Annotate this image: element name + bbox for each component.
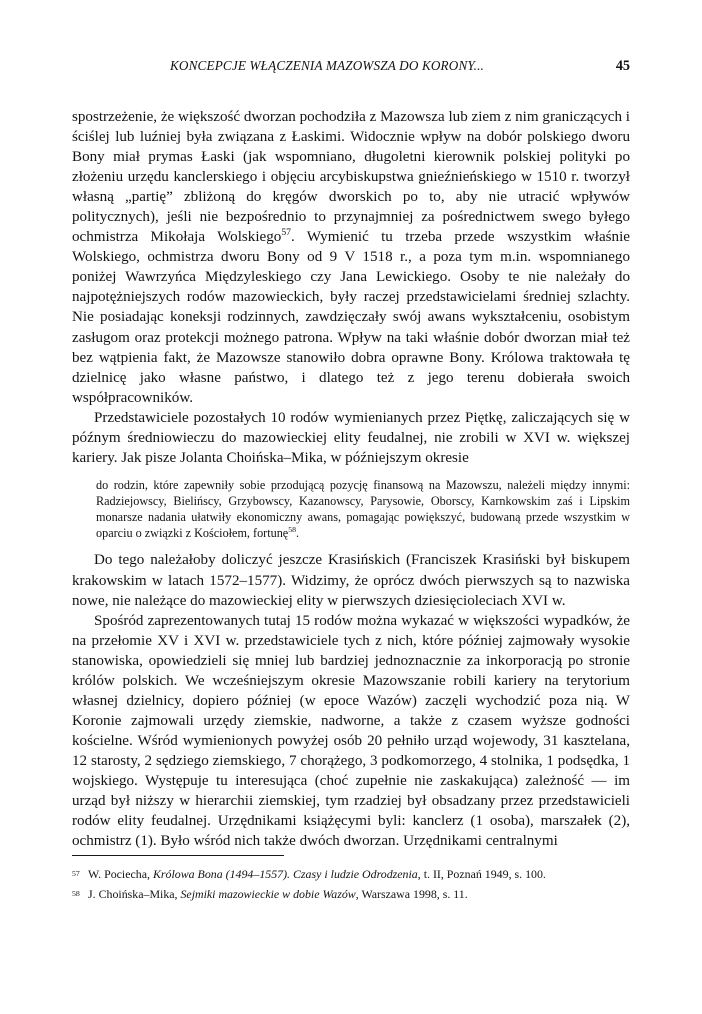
running-header bbox=[72, 58, 630, 78]
text-column bbox=[72, 107, 630, 851]
paragraph-continued bbox=[72, 107, 630, 408]
footnote-author: J. Choińska–Mika, bbox=[88, 887, 181, 902]
footnote-ref-57[interactable]: 57 bbox=[281, 227, 291, 239]
footnote-imprint: , Warszawa 1998, s. 11. bbox=[355, 887, 468, 902]
footnote-ref-58[interactable]: 58 bbox=[288, 525, 297, 535]
footnote-marker: 57 bbox=[72, 868, 80, 878]
paragraph-2: Przedstawiciele pozostałych 10 rodów wymienianych przez Piętkę, zaliczających się w późnym średniowieczu do mazowieckiej elity feudalnej, nie zrobili w XVI w. większej kariery. Jak pisze Jolanta Choińska–Mika, w późniejszym okresie bbox=[72, 409, 630, 466]
paragraph-4: Spośród zaprezentowanych tutaj 15 rodów można wykazać w większości wypadków, że na przełomie XV i XVI w. przedstawiciele tych z nich, które później zajmowały wysokie stanowiska, opowiedzieli się mniej lub bardziej jednoznacznie za inkorporacją po stronie królów polskich. We wcześniejszym okresie Mazowszanie robili kariery na terytorium własnej dzielnicy, dopiero później (w epoce Wazów) zaczęli wychodzić poza nią. W Koronie zajmowali urzędy ziemskie, nadworne, a także z czasem wyższe godności kościelne. Wśród wymienionych powyżej osób 20 pełniło urząd wojewody, 31 kasztelana, 12 starosty, 2 sędziego ziemskiego, 7 chorążego, 3 podkomorzego, 4 stolnika, 1 podsędka, 1 wojskiego. Występuje tu interesująca (choć zupełnie nie zaskakująca) zależność — im urząd był niższy w hierarchii ziemskiej, tym rzadziej był obsadzany przez przedstawicieli rodów elity feudalnej. Urzędnikami książęcymi byli: kanclerz (1 osoba), marszałek (2), ochmistrz (1). Było wśród nich także dwóch dworzan. Urzędnikami centralnymi bbox=[72, 612, 630, 850]
footnote-author: W. Pociecha, bbox=[88, 867, 153, 881]
footnote-title: Królowa Bona (1494–1557). Czasy i ludzie Odrodzenia bbox=[152, 867, 418, 881]
footnote-marker: 58 bbox=[72, 888, 80, 898]
quotation-period: . bbox=[296, 526, 300, 541]
footnote-item bbox=[72, 866, 630, 882]
footnote-imprint: , t. II, Poznań 1949, s. 100. bbox=[417, 867, 546, 881]
page-number: 45 bbox=[615, 58, 630, 74]
footnote-item bbox=[72, 886, 630, 902]
block-quotation bbox=[96, 477, 630, 542]
footnote-block bbox=[72, 866, 630, 907]
paragraph-text-cont: . Wymienić tu trzeba przede wszystkim właśnie Wolskiego, ochmistrza dworu Bony od 9 V 1518 r., a poza tym m.in. wspomnianego poniżej Wawrzyńca Międzyleskiego czy Jana Lewickiego. Osoby te nie należały do najpotężniejszych rodów mazowieckich, były raczej przedstawicielami średniej szlachty. Nie posiadając koneksji rodzinnych, zawdzięczały swój awans wykształceniu, osobistym zasługom oraz protekcji możnego patrona. Wpływ na taki właśnie dobór dworzan miał też bez wątpienia fakt, że Mazowsze stanowiło dobra oprawne Bony. Królowa traktowała tę dzielnicę jako własne państwo, i dlatego też z jego terenu dobierała swoich współpracowników. bbox=[72, 229, 630, 406]
running-header-title: KONCEPCJE WŁĄCZENIA MAZOWSZA DO KORONY... bbox=[169, 58, 484, 73]
paragraph-text: spostrzeżenie, że większość dworzan pochodziła z Mazowsza lub ziem z nim graniczących i ściślej lub luźniej była związana z Łaskimi. Widocznie wpływ na dobór polskiego dworu Bony miał prymas Łaski (jak wspomniano, długoletni kierownik polskiej polityki po złożeniu urzędu kanclerskiego i objęciu arcybiskupstwa gnieźnieńskiego w 1510 r. tworzył własną „partię” zbliżoną do kręgów dworskich po to, aby nie utracić wpływów politycznych), jeśli nie bezpośrednio to przynajmniej za pośrednictwem swego byłego ochmistrza Mikołaja Wolskiego bbox=[72, 109, 630, 246]
footnote-separator-rule bbox=[72, 855, 284, 856]
quotation-text: do rodzin, które zapewniły sobie przodującą pozycję finansową na Mazowszu, należeli między innymi: Radziejowscy, Bielińscy, Grzybowscy, Kazanowscy, Parysowie, Oborscy, Karnkowskim zaś i Lipskim monarsze nadania ułatwiły ekonomiczny awans, pomagając powiększyć, budowaną przede wszystkim w oparciu o związki z Kościołem, fortunę bbox=[96, 477, 630, 541]
footnote-title: Sejmiki mazowieckie w dobie Wazów bbox=[180, 887, 356, 902]
paragraph-3: Do tego należałoby doliczyć jeszcze Krasińskich (Franciszek Krasiński był biskupem krakowskim w latach 1572–1577). Widzimy, że oprócz dwóch pierwszych są to nazwiska nowe, nie należące do mazowieckiej elity w pierwszych dziesięcioleciach XVI w. bbox=[72, 552, 630, 609]
